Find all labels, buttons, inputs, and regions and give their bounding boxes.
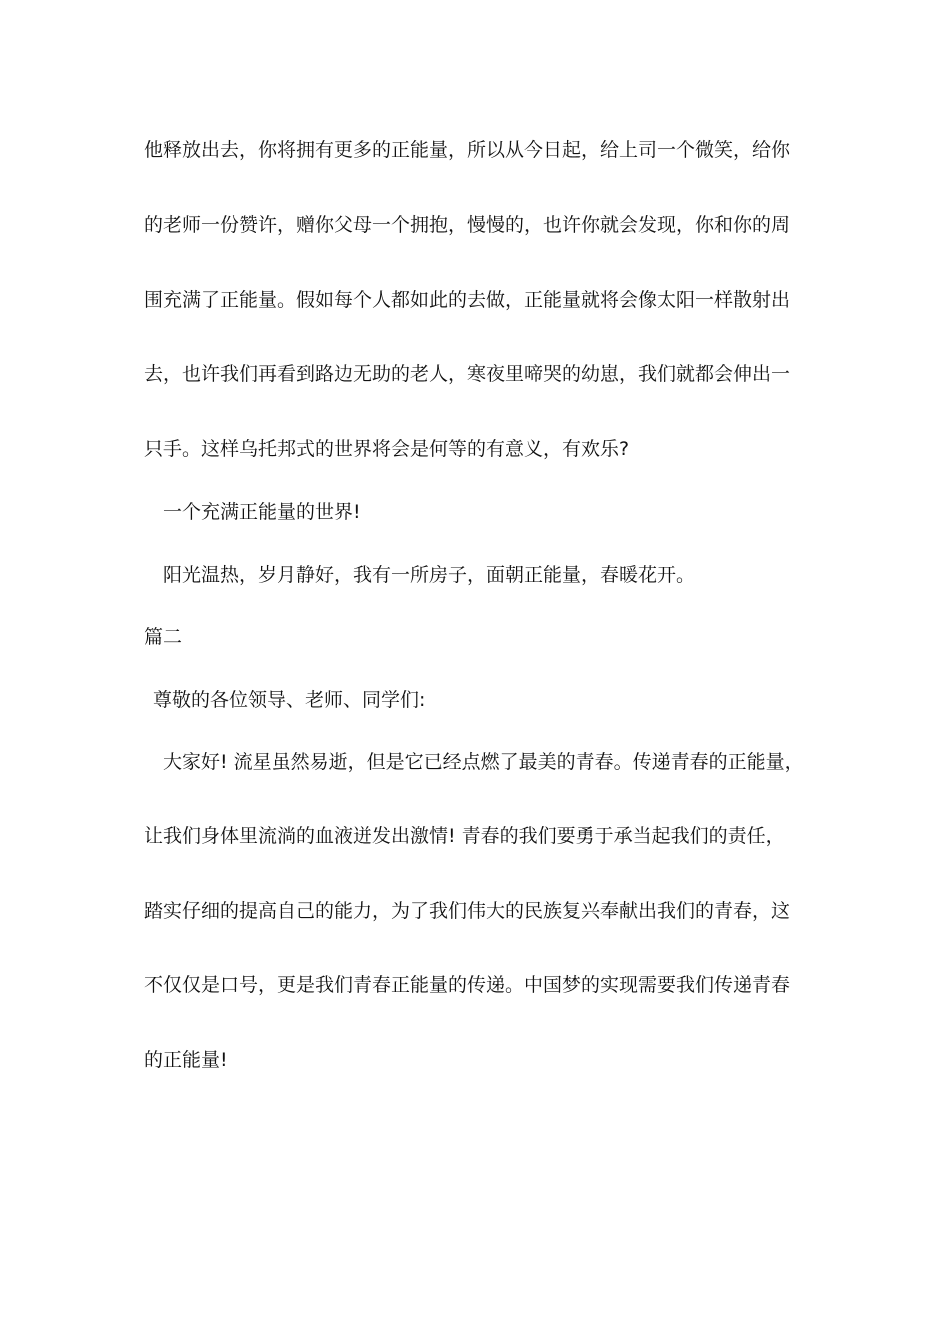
body-text-line: 阳光温热，岁月静好，我有一所房子，面朝正能量，春暖花开。: [163, 564, 696, 586]
body-text-line: 让我们身体里流淌的血液迸发出激情! 青春的我们要勇于承当起我们的责任，: [144, 825, 785, 847]
body-text-line: 只手。这样乌托邦式的世界将会是何等的有意义，有欢乐?: [144, 438, 630, 460]
body-text-line: 一个充满正能量的世界!: [163, 501, 361, 523]
body-text-line: 的正能量!: [144, 1049, 228, 1071]
body-text-line: 围充满了正能量。假如每个人都如此的去做，正能量就将会像太阳一样散射出: [144, 289, 791, 311]
section-heading: 篇二: [144, 626, 183, 648]
body-text-line: 他释放出去，你将拥有更多的正能量，所以从今日起，给上司一个微笑，给你: [144, 139, 791, 161]
body-text-line: 踏实仔细的提高自己的能力，为了我们伟大的民族复兴奉献出我们的青春，这: [144, 900, 791, 922]
body-text-line: 不仅仅是口号，更是我们青春正能量的传递。中国梦的实现需要我们传递青春: [144, 974, 791, 996]
body-text-line: 大家好! 流星虽然易逝，但是它已经点燃了最美的青春。传递青春的正能量，: [163, 751, 804, 773]
body-text-line: 去，也许我们再看到路边无助的老人，寒夜里啼哭的幼崽，我们就都会伸出一: [144, 363, 791, 385]
body-text-line: 的老师一份赞许，赠你父母一个拥抱，慢慢的，也许你就会发现，你和你的周: [144, 214, 791, 236]
greeting-line: 尊敬的各位领导、老师、同学们:: [153, 689, 426, 711]
